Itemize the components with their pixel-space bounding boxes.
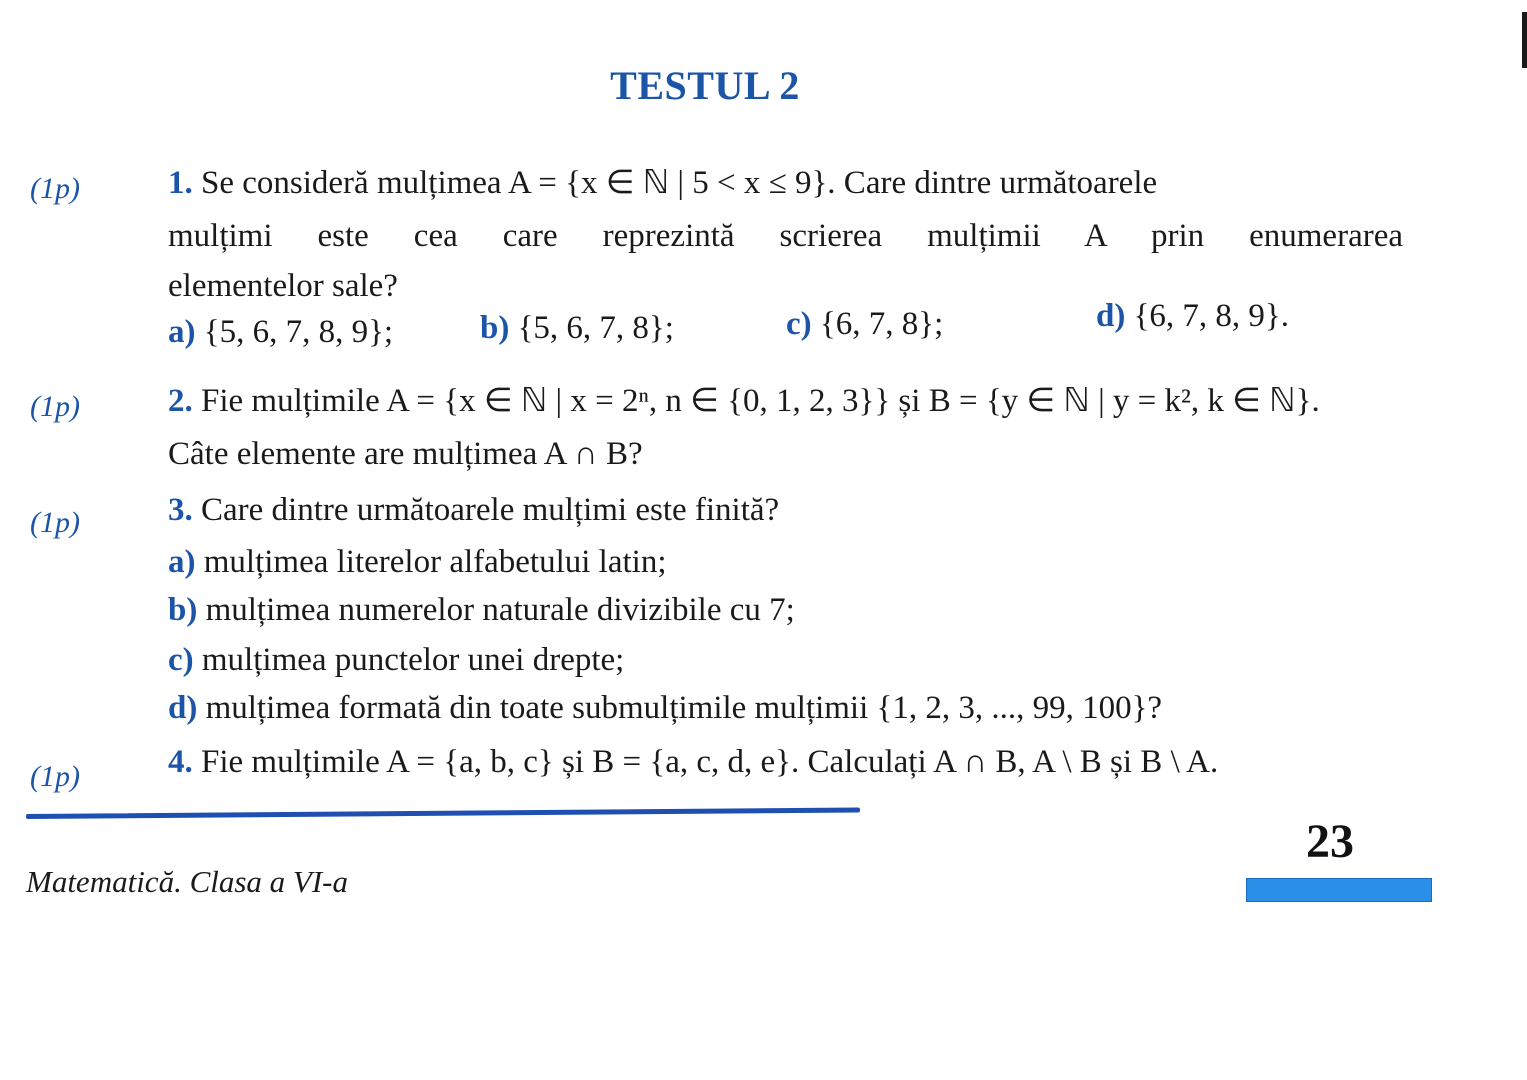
option-text: {5, 6, 7, 8, 9}; (203, 314, 394, 350)
question-text: Se consideră mulțimea A = {x ∈ ℕ | 5 < x ≤ 9}. Care dintre următoarele (201, 165, 1158, 201)
option-label: a) (168, 544, 196, 580)
points-label: (1p) (30, 172, 80, 205)
question-line (168, 492, 779, 529)
option-text: {6, 7, 8}; (819, 306, 944, 342)
option-d (168, 690, 1162, 727)
option-label: d) (168, 690, 198, 726)
option-text: {6, 7, 8, 9}. (1133, 298, 1290, 334)
question-text: Fie mulțimile A = {a, b, c} și B = {a, c, d, e}. Calculați A ∩ B, A \ B și B \ A. (201, 744, 1219, 780)
option-text: mulțimea formată din toate submulțimile mulțimii {1, 2, 3, ..., 99, 100}? (205, 690, 1163, 726)
option-text: mulțimea punctelor unei drepte; (201, 642, 625, 678)
question-text: Fie mulțimile A = {x ∈ ℕ | x = 2ⁿ, n ∈ {0, 1, 2, 3}} și B = {y ∈ ℕ | y = k², k ∈ ℕ}. (201, 383, 1320, 419)
footer-book-title: Matematică. Clasa a VI-a (26, 864, 349, 899)
points-label: (1p) (30, 506, 80, 539)
question-line (168, 380, 1320, 420)
option-label: c) (168, 642, 194, 678)
question-number: 3. (168, 492, 193, 528)
option-label: b) (168, 592, 198, 628)
page-title: TESTUL 2 (610, 63, 800, 108)
option-c (168, 642, 624, 679)
question-number: 1. (168, 165, 193, 201)
question-line (168, 744, 1218, 781)
points-label: (1p) (30, 390, 80, 423)
question-number: 4. (168, 744, 193, 780)
question-text: Câte elemente are mulțimea A ∩ B? (168, 436, 643, 472)
option-b (480, 310, 674, 347)
question-text: mulțimi este cea care reprezintă scrierea mulțimii A prin enumerarea (168, 218, 1403, 254)
option-label: c) (786, 306, 812, 342)
question-text: Care dintre următoarele mulțimi este finită? (201, 492, 780, 528)
page-number: 23 (1306, 815, 1354, 868)
option-b (168, 592, 795, 629)
option-a (168, 544, 667, 581)
page-edge-bar (1522, 12, 1527, 68)
option-text: mulțimea numerelor naturale divizibile cu 7; (205, 592, 795, 628)
option-label: b) (480, 310, 510, 346)
question-text: elementelor sale? (168, 268, 398, 304)
question-line (168, 162, 1157, 202)
option-text: mulțimea literelor alfabetului latin; (203, 544, 667, 580)
option-c (786, 306, 943, 343)
option-text: {5, 6, 7, 8}; (517, 310, 674, 346)
question-number: 2. (168, 383, 193, 419)
option-d (1096, 298, 1289, 335)
option-label: a) (168, 314, 196, 350)
footer-divider (26, 807, 860, 819)
points-label: (1p) (30, 760, 80, 793)
page-number-bar (1246, 878, 1432, 902)
option-a (168, 314, 393, 351)
option-label: d) (1096, 298, 1126, 334)
